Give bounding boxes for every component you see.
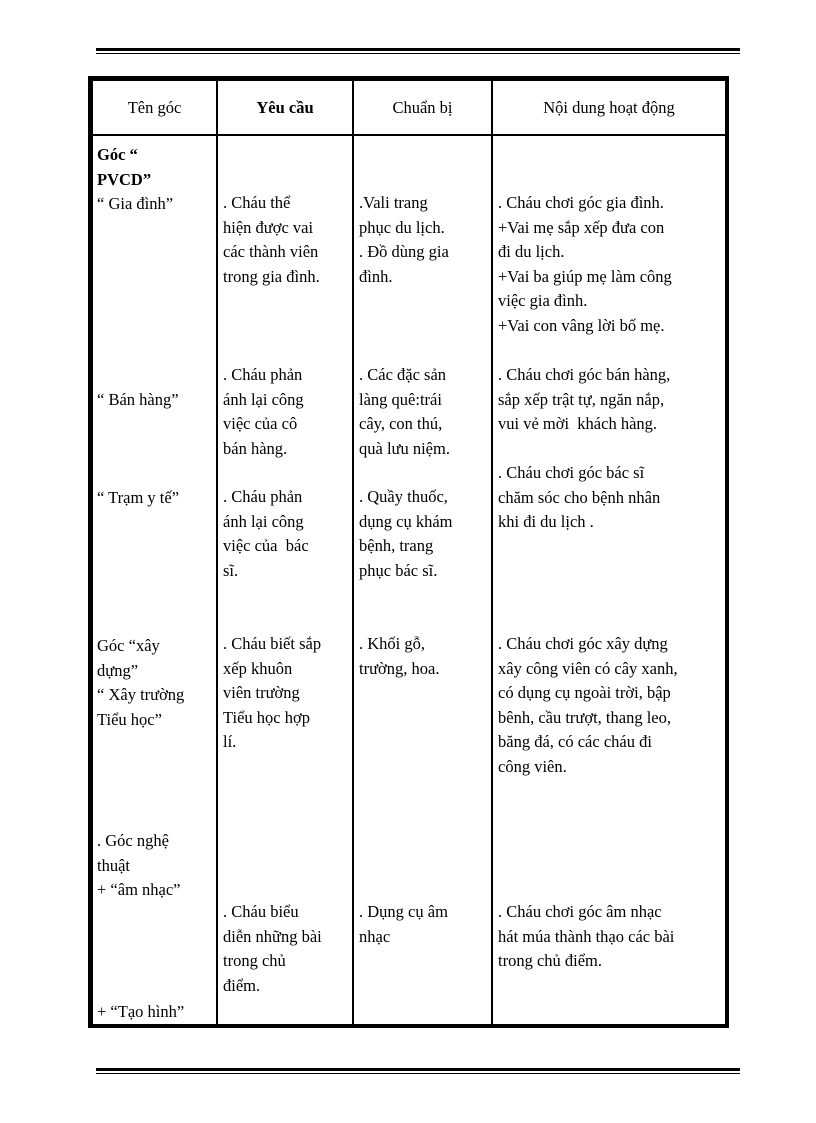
bottom-rule: [96, 1068, 740, 1074]
corner-pvcd-title: Góc “ PVCD”: [97, 145, 152, 189]
preparation-gia-dinh: .Vali trang phục du lịch. . Đồ dùng gia đình.: [359, 193, 449, 286]
header-requirements: Yêu cầu: [216, 79, 354, 136]
preparation-am-nhac: . Dụng cụ âm nhạc: [359, 902, 448, 946]
activity-ban-hang: . Cháu chơi góc bán hàng, sắp xếp trật tự, ngăn nắp, vui vẻ mời khách hàng.: [498, 365, 671, 434]
preparation-ban-hang: . Các đặc sản làng quê:trái cây, con thú, quà lưu niệm.: [359, 365, 450, 458]
corner-tao-hinh: + “Tạo hình”: [97, 1002, 185, 1021]
corner-tram-y-te: “ Trạm y tế”: [97, 488, 180, 507]
corner-nghe-thuat: . Góc nghệ thuật + “âm nhạc”: [97, 831, 181, 900]
corner-gia-dinh: “ Gia đình”: [97, 194, 174, 213]
requirement-gia-dinh: . Cháu thể hiện được vai các thành viên trong gia đình.: [223, 193, 320, 286]
preparation-xay-dung: . Khối gỗ, trường, hoa.: [359, 634, 440, 678]
top-rule: [96, 48, 740, 54]
activity-am-nhac: . Cháu chơi góc âm nhạc hát múa thành thạo các bài trong chủ điểm.: [498, 902, 675, 971]
activity-tram-y-te: . Cháu chơi góc bác sĩ chăm sóc cho bệnh nhân khi đi du lịch .: [498, 463, 661, 532]
activity-xay-dung: . Cháu chơi góc xây dựng xây công viên có cây xanh, có dụng cụ ngoài trời, bập bênh, cầu trượt, thang leo, băng đá, có các cháu đi công viên.: [498, 634, 678, 776]
preparation-tram-y-te: . Quầy thuốc, dụng cụ khám bệnh, trang phục bác sĩ.: [359, 487, 453, 580]
corner-xay-dung: Góc “xây dựng” “ Xây trường Tiểu học”: [97, 636, 185, 729]
header-corner-name: Tên góc: [91, 79, 218, 136]
corner-ban-hang: “ Bán hàng”: [97, 390, 179, 409]
requirement-tram-y-te: . Cháu phản ánh lại công việc của bác sĩ.: [223, 487, 309, 580]
activity-gia-dinh: . Cháu chơi góc gia đình. +Vai mẹ sắp xếp đưa con đi du lịch. +Vai ba giúp mẹ làm công việc gia đình. +Vai con vâng lời bố mẹ.: [498, 193, 672, 335]
header-preparation: Chuẩn bị: [352, 79, 493, 136]
requirement-ban-hang: . Cháu phản ánh lại công việc của cô bán hàng.: [223, 365, 304, 458]
requirement-xay-dung: . Cháu biết sắp xếp khuôn viên trường Tiểu học hợp lí.: [223, 634, 322, 752]
requirement-am-nhac: . Cháu biểu diễn những bài trong chủ điểm.: [223, 902, 322, 995]
header-activities: Nội dung hoạt động: [491, 79, 727, 136]
